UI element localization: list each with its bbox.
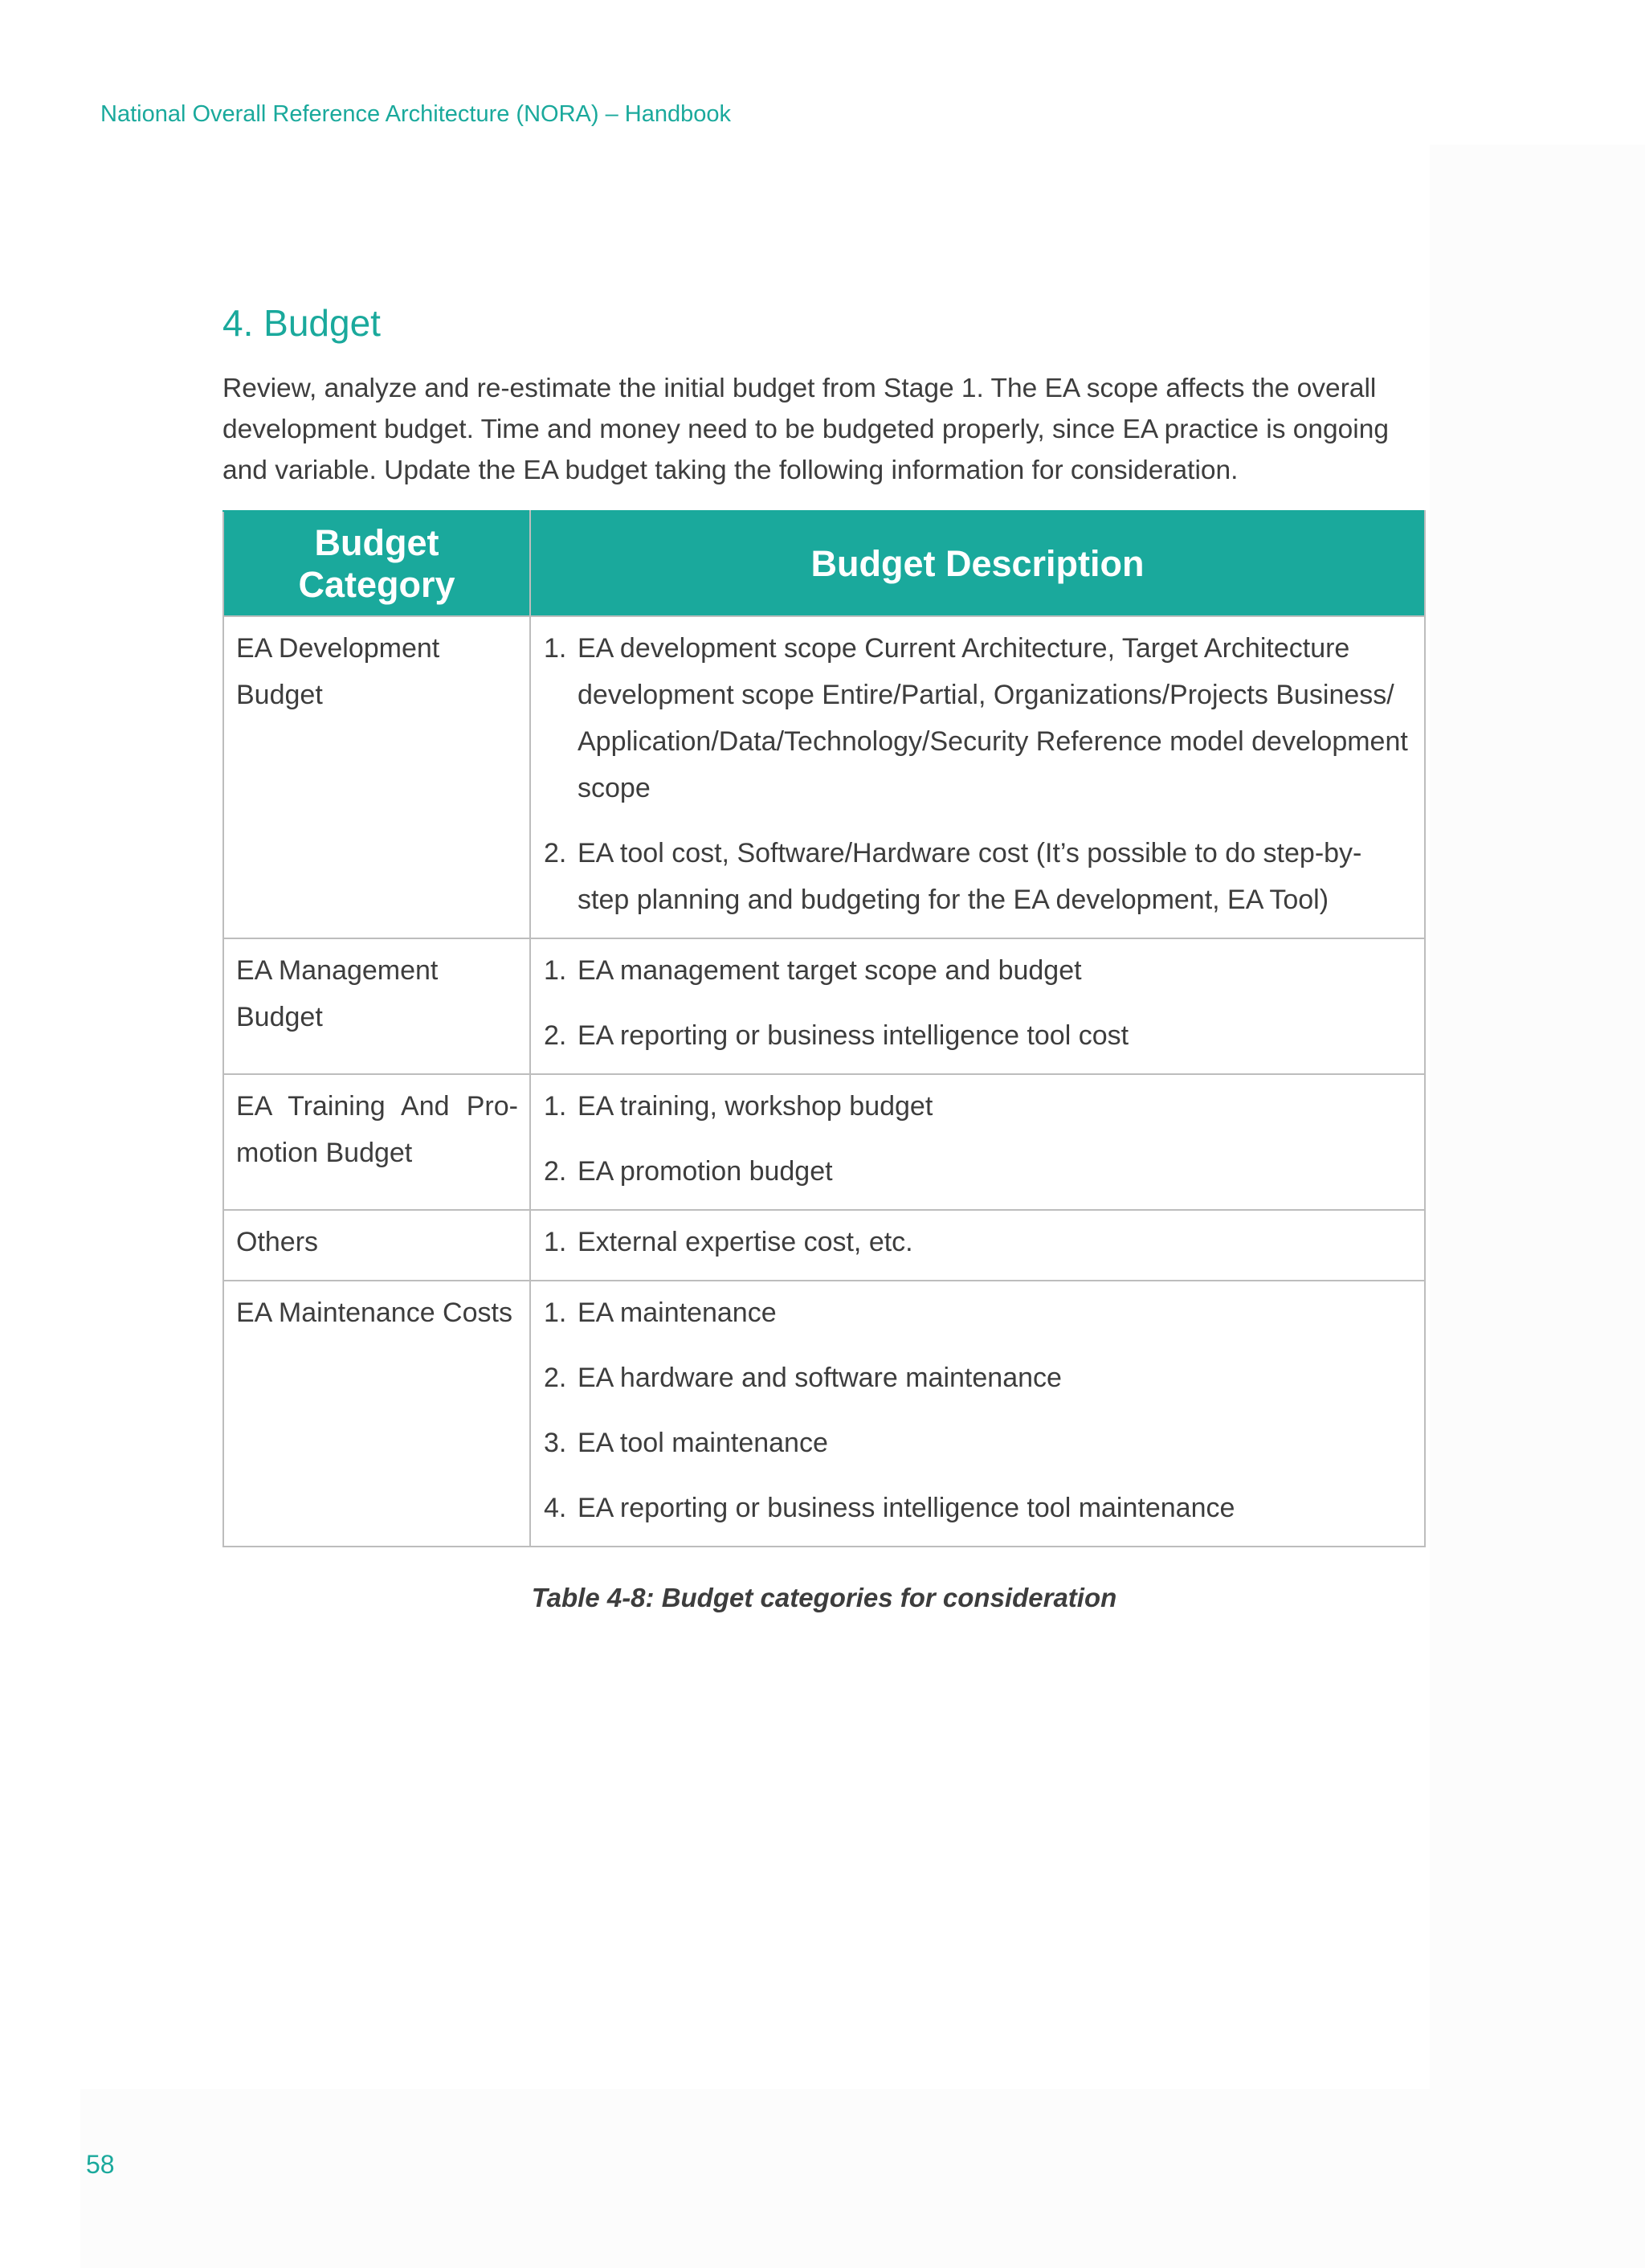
list-item xyxy=(544,1355,1413,1401)
list-item xyxy=(544,1485,1413,1531)
list-number: 2. xyxy=(544,1363,567,1393)
category-cell: EA Maintenance Costs xyxy=(223,1281,530,1547)
description-list xyxy=(544,1289,1413,1531)
description-cell xyxy=(530,1074,1425,1210)
description-cell xyxy=(530,1210,1425,1281)
list-text: External expertise cost, etc. xyxy=(578,1227,913,1257)
page-shade xyxy=(1430,145,1645,2268)
list-text: EA hardware and software maintenance xyxy=(578,1363,1062,1393)
list-text: EA management target scope and budget xyxy=(578,955,1082,986)
section-title: 4. Budget xyxy=(222,302,381,344)
table-row xyxy=(223,616,1425,938)
table-row xyxy=(223,1281,1425,1547)
budget-table xyxy=(222,510,1426,1547)
header-budget-description: Budget Description xyxy=(530,511,1425,616)
page-number: 58 xyxy=(86,2150,115,2179)
list-item xyxy=(544,1012,1413,1059)
category-cell: EA Management Budget xyxy=(223,938,530,1074)
list-number: 1. xyxy=(544,633,567,664)
list-item xyxy=(544,625,1413,811)
list-number: 4. xyxy=(544,1493,567,1523)
table-row xyxy=(223,1210,1425,1281)
list-text: EA maintenance xyxy=(578,1297,777,1328)
list-number: 1. xyxy=(544,955,567,986)
list-item xyxy=(544,1420,1413,1466)
table-header-row xyxy=(223,511,1425,616)
description-list xyxy=(544,1219,1413,1265)
description-cell xyxy=(530,616,1425,938)
list-number: 3. xyxy=(544,1428,567,1458)
list-text: EA training, workshop budget xyxy=(578,1091,933,1122)
header-budget-category: Budget Category xyxy=(223,511,530,616)
list-item xyxy=(544,1083,1413,1130)
intro-paragraph: Review, analyze and re-estimate the initial budget from Stage 1. The EA scope affects the overall development budget. Time and money need to be budgeted properly, since EA practice is ongoing and variable. Update the EA budget taking the following information for consideration. xyxy=(222,374,1389,485)
list-item xyxy=(544,947,1413,994)
category-cell: EA Training And Pro-motion Budget xyxy=(223,1074,530,1210)
list-text: EA reporting or business intelligence tool cost xyxy=(578,1020,1129,1051)
description-list xyxy=(544,625,1413,923)
list-number: 1. xyxy=(544,1227,567,1257)
description-list xyxy=(544,1083,1413,1195)
list-number: 1. xyxy=(544,1297,567,1328)
category-cell: Others xyxy=(223,1210,530,1281)
list-text: EA promotion budget xyxy=(578,1156,833,1187)
table-row xyxy=(223,938,1425,1074)
list-item xyxy=(544,1289,1413,1336)
list-text: EA tool maintenance xyxy=(578,1428,828,1458)
list-text: EA reporting or business intelligence tool maintenance xyxy=(578,1493,1235,1523)
category-cell: EA Development Budget xyxy=(223,616,530,938)
description-cell xyxy=(530,1281,1425,1547)
description-list xyxy=(544,947,1413,1059)
table-row xyxy=(223,1074,1425,1210)
list-number: 2. xyxy=(544,1020,567,1051)
list-number: 2. xyxy=(544,838,567,868)
page-shade-bottom xyxy=(80,2089,1645,2268)
list-number: 1. xyxy=(544,1091,567,1122)
list-item xyxy=(544,1148,1413,1195)
description-cell xyxy=(530,938,1425,1074)
table-caption: Table 4-8: Budget categories for consideration xyxy=(531,1583,1117,1612)
list-text: EA tool cost, Software/Hardware cost (It’s possible to do step-by-step planning and budgeting for the EA development, EA Tool) xyxy=(578,838,1362,915)
list-item xyxy=(544,830,1413,923)
list-text: EA development scope Current Architecture, Target Architecture development scope Entire/Partial, Organizations/Projects Business/ Application/Data/Technology/Security Reference model development scope xyxy=(578,633,1408,803)
list-number: 2. xyxy=(544,1156,567,1187)
running-header: National Overall Reference Architecture (NORA) – Handbook xyxy=(100,101,731,127)
list-item xyxy=(544,1219,1413,1265)
